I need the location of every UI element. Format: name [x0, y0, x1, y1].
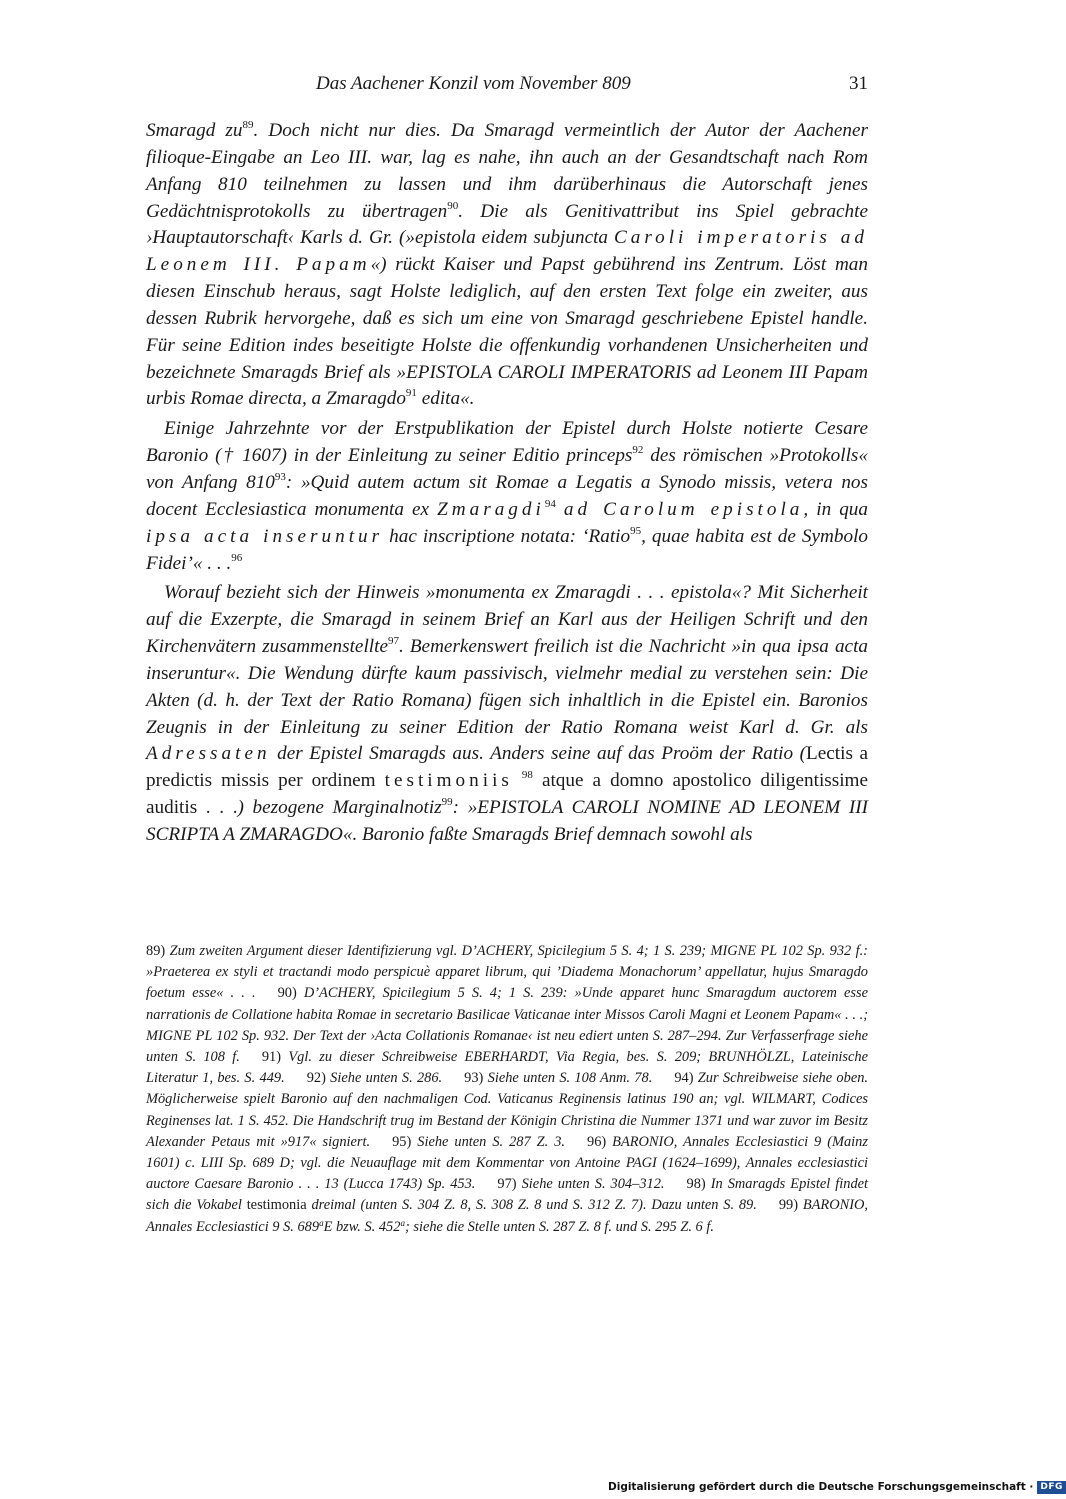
footnote-number: 91) — [261, 1049, 282, 1066]
footnote-ref-98[interactable]: 98 — [521, 769, 533, 782]
spaced-text: ad Carolum epistola — [563, 498, 804, 520]
footnote-text: Siehe unten S. 286. — [330, 1070, 443, 1087]
footnote-text: BARONIO, Annales Ecclesiastici 9 S. 689 — [146, 1197, 868, 1235]
footnote-92 — [307, 1070, 442, 1086]
footnote-text: Siehe unten S. 304–312. — [521, 1176, 665, 1193]
text-run: hac inscriptione notata: ‘Ratio — [383, 525, 631, 547]
text-run: edita«. — [416, 388, 475, 410]
text-run: ) bezogene Marginalnotiz — [237, 797, 442, 819]
footnote-ref-89[interactable]: 89 — [242, 119, 254, 131]
footnote-text: dreimal (unten S. 304 Z. 8, S. 308 Z. 8 und S. 312 Z. 7). Dazu unten S. 89. — [311, 1197, 757, 1214]
text-run: : »EPISTOLA CAROLI NOMINE AD LEONEM III SCRIPTA A ZMARAGDO«. Baronio faßte Smaragds Brief demnach sowohl als — [146, 797, 869, 845]
footnote-number: 94) — [674, 1070, 694, 1087]
footnote-text: In Smaragds Epistel findet sich die Vokabel — [146, 1176, 869, 1214]
footnote-text: Zur Schreibweise siehe oben. Möglicherweise spielt Baronio auf den nachmaligen Cod. Vaticanus Reginensis latinus 190 an; vgl. WILMART, Codices Reginenses lat. 1 S. 452. Die Handschrift trug im Bestand der Königin Christina die Nummer 1371 und war zuvor im Besitz Alexander Petaus mit »917« signiert. — [146, 1070, 868, 1150]
footnote-text: Vgl. zu dieser Schreibweise EBERHARDT, Via Regia, bes. S. 209; BRUNHÖLZL, Lateinische Literatur 1, bes. S. 449. — [146, 1049, 868, 1087]
footnote-95 — [392, 1134, 565, 1150]
footnote-text: D’ACHERY, Spicilegium 5 S. 4; 1 S. 239: »Unde apparet hunc Smaragdum auctorem esse narrationis de Collatione habita Romae in secretario Basilicae Vaticanae inter Missos Caroli Magni et Leonem Papam« . . .; MIGNE PL 102 Sp. 932. Der Text der ›Acta Collationis Romanae‹ ist neu ediert unten S. 287–294. Zur Verfasserfrage siehe unten S. 108 f. — [146, 985, 868, 1066]
footnote-ref-90[interactable]: 90 — [447, 199, 459, 212]
footnote-ref-92[interactable]: 92 — [632, 444, 644, 457]
footnote-ref-94[interactable]: 94 — [544, 497, 556, 510]
footnote-number: 97) — [497, 1176, 517, 1193]
body-text — [146, 118, 868, 849]
dfg-funding-note — [608, 1480, 1066, 1494]
latin-quote: atque a domno apostolico diligentissime auditis . . . — [146, 770, 869, 819]
text-run: Worauf bezieht sich der Hinweis »monumenta ex Zmaragdi . . . epistola«? Mit Sicherheit auf die Exzerpte, die Smaragd in seinem Brief an Karl aus der Heiligen Schrift und den Kirchenvätern zusammenstellte — [146, 582, 868, 658]
footnote-ref-95[interactable]: 95 — [630, 524, 642, 537]
footnote-text: BARONIO, Annales Ecclesiastici 9 (Mainz 1601) c. LIII Sp. 689 D; vgl. die Neuauflage mit dem Kommentar von Antoine PAGI (1624–1699), Annales ecclesiastici auctore Caesare Baronio . . . 13 (Lucca 1743) Sp. 453. — [146, 1133, 868, 1193]
footnote-text: ; siehe die Stelle unten S. 287 Z. 8 f. und S. 295 Z. 6 f. — [404, 1218, 714, 1235]
footnote-number: 99) — [778, 1197, 799, 1214]
text-run: , quae habita est de Symbolo Fidei’« . . . — [146, 525, 868, 574]
footnote-number: 90) — [277, 985, 297, 1002]
footnote-number: 89) — [146, 943, 166, 959]
footnote-number: 95) — [392, 1133, 412, 1150]
paragraph-2 — [146, 416, 868, 577]
spaced-text: Caroli imperatoris ad Leonem III. Papam — [146, 227, 868, 276]
footnote-block — [146, 941, 868, 1238]
spaced-text: Adressaten — [146, 743, 271, 765]
footnote-number: 92) — [306, 1070, 326, 1087]
footnote-text: Zum zweiten Argument dieser Identifizierung vgl. D’ACHERY, Spicilegium 5 S. 4; 1 S. 239; MIGNE PL 102 Sp. 932 f.: »Praeterea ex styli et tractandi modo perspicuè apparet librum, qui ’Diadema Monachorum’ appellatur, hujus Smaragdo foetum esse« . . . — [146, 943, 868, 1002]
text-run: des römischen »Protokolls« von Anfang 810 — [146, 445, 868, 493]
footnote-sup: a — [319, 1217, 324, 1228]
footnote-latin-word: testimonia — [246, 1197, 307, 1214]
text-run: . Doch nicht nur dies. Da Smaragd vermeintlich der Autor der Aachener filioque-Eingabe an Leo III. war, lag es nahe, ihn auch an der Gesandtschaft nach Rom Anfang 810 teilnehmen zu lassen und ihm darüberhinaus die Autorschaft jenes Gedächtnisprotokolls zu übertragen — [146, 120, 868, 222]
dfg-logo: DFG — [1037, 1481, 1066, 1494]
text-run: eruntur«. Die Wendung dürfte kaum passivisch, vielmehr medial zu verstehen sein: Die Akten (d. h. der Text der Ratio Romana) fügen sich inhaltlich in die Epistel ein. Baronios Zeugnis in der Einleitung zu seiner Edition der Ratio Romana weist Karl d. Gr. als — [146, 662, 868, 738]
footnote-text: Siehe unten S. 108 Anm. 78. — [487, 1070, 653, 1087]
footnote-text: Siehe unten S. 287 Z. 3. — [417, 1133, 566, 1150]
footnote-ref-97[interactable]: 97 — [387, 635, 399, 648]
footnote-sup: a — [400, 1217, 405, 1228]
text-run: «) rückt Kaiser und Papst gebührend ins Zentrum. Löst man diesen Einschub heraus, sagt Holste lediglich, auf den ersten Text folge ein zweiter, aus dessen Rubrik hervorgehe, daß es sich um eine von Smaragd geschriebene Epistel handle. Für seine Edition indes beseitigte Holste die offenkundig vorhandenen Unsicherheiten und bezeichnete Smaragds Brief als »EPISTOLA CAROLI IMPERATORIS ad Leonem III Papam urbis Romae directa, a Zmaragdo — [146, 254, 868, 410]
spaced-text: Zmaragdi — [437, 498, 545, 520]
text-run: Einige Jahrzehnte vor der Erstpublikation der Epistel durch Holste notierte Cesare Baronio († 1607) in der Einleitung zu seiner Editio princeps — [146, 418, 868, 467]
footnote-ref-93[interactable]: 93 — [274, 470, 286, 483]
footnote-number: 98) — [686, 1176, 706, 1193]
footnote-ref-99[interactable]: 99 — [441, 796, 453, 809]
running-title: Das Aachener Konzil vom November 809 — [316, 73, 631, 94]
text-run: . Bemerkenswert freilich ist die Nachricht »in qua ipsa acta in — [146, 636, 869, 684]
text-run — [556, 499, 564, 520]
footnote-93 — [464, 1070, 652, 1086]
text-run: Smaragd zu — [146, 120, 243, 141]
text-run: : »Quid autem actum sit Romae a Legatis a Synodo missis, vetera nos docent Ecclesiastica monumenta ex — [146, 471, 868, 520]
footnote-ref-91[interactable]: 91 — [405, 387, 417, 400]
text-run: . Die als Genitivattribut ins Spiel gebrachte ›Hauptautorschaft‹ Karls d. Gr. (»epistola eidem subjuncta — [146, 200, 868, 249]
text-run: , in qua — [803, 498, 868, 520]
latin-quote: Lectis a predictis missis per ordinem — [146, 743, 868, 792]
footnote-number: 93) — [464, 1070, 484, 1087]
footnote-number: 96) — [587, 1133, 607, 1150]
paragraph-3 — [146, 580, 868, 848]
footnote-97 — [497, 1176, 664, 1192]
text-run: s — [160, 662, 169, 684]
footnote-text: E bzw. S. 452 — [323, 1218, 401, 1235]
spaced-text: ipsa acta inseruntur — [146, 525, 384, 547]
dfg-text: Digitalisierung gefördert durch die Deutsche Forschungsgemeinschaft · — [608, 1481, 1034, 1493]
footnotes — [146, 941, 868, 1238]
text-run — [513, 770, 522, 791]
page-number: 31 — [849, 73, 868, 94]
spaced-text: testimoniis — [384, 770, 513, 792]
text-run: der Epistel Smaragds aus. Anders seine auf das Proöm der Ratio ( — [270, 743, 807, 765]
footnote-ref-96[interactable]: 96 — [231, 551, 243, 564]
paragraph-1 — [146, 118, 868, 413]
